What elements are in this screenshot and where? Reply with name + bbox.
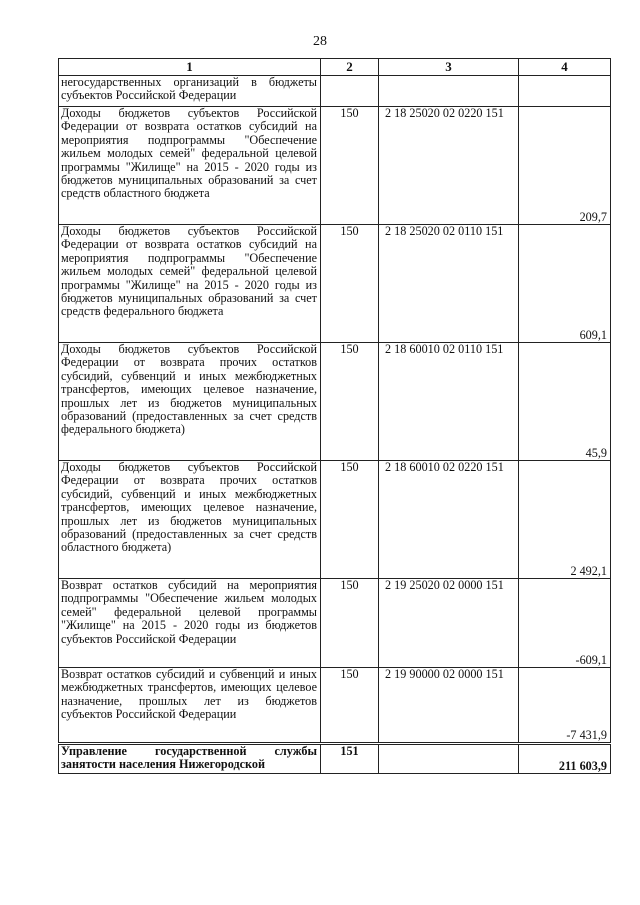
table-row [59,343,611,461]
row-code: 150 [321,343,379,461]
row-code: 151 [321,744,379,774]
table-row-department [59,744,611,774]
row-code: 150 [321,107,379,225]
row-kbk: 2 19 90000 02 0000 151 [379,668,519,744]
row-kbk: 2 18 60010 02 0110 151 [379,343,519,461]
table-row [59,76,611,107]
page-number: 28 [313,34,327,49]
row-name: Возврат остатков субсидий и субвенций и иных межбюджетных трансфертов, имеющих целевое назначение, прошлых лет из бюджетов субъектов Российской Федерации [59,668,321,744]
row-name: Доходы бюджетов субъектов Российской Федерации от возврата остатков субсидий на мероприятия подпрограммы "Обеспечение жильем молодых семей" федеральной целевой программы "Жилище" на 2015 - 2020 годы из бюджетов муниципальных образований за счет средств областного бюджета [59,107,321,225]
row-amount: 209,7 [519,107,611,225]
row-kbk: 2 18 25020 02 0110 151 [379,225,519,343]
table-row [59,225,611,343]
table-header-row [59,59,611,76]
row-amount: 211 603,9 [519,744,611,774]
row-name: Управление государственной службы занятости населения Нижегородской [59,744,321,774]
header-col-3: 3 [379,59,519,76]
row-amount: -7 431,9 [519,668,611,744]
header-col-1: 1 [59,59,321,76]
table-row [59,668,611,744]
row-name: негосударственных организаций в бюджеты субъектов Российской Федерации [59,76,321,107]
header-col-2: 2 [321,59,379,76]
table-row [59,579,611,668]
table-row [59,107,611,225]
row-name: Доходы бюджетов субъектов Российской Федерации от возврата прочих остатков субсидий, субвенций и иных межбюджетных трансфертов, имеющих целевое назначение, прошлых лет из бюджетов муниципальных образований (предоставленных за счет средств областного бюджета) [59,461,321,579]
row-kbk: 2 18 60010 02 0220 151 [379,461,519,579]
budget-table [58,58,611,774]
row-kbk [379,744,519,774]
row-amount [519,76,611,107]
row-code [321,76,379,107]
row-amount: 2 492,1 [519,461,611,579]
row-amount: 45,9 [519,343,611,461]
row-kbk [379,76,519,107]
row-amount: -609,1 [519,579,611,668]
row-name: Доходы бюджетов субъектов Российской Федерации от возврата прочих остатков субсидий, субвенций и иных межбюджетных трансфертов, имеющих целевое назначение, прошлых лет из бюджетов муниципальных образований (предоставленных за счет средств федерального бюджета) [59,343,321,461]
row-amount: 609,1 [519,225,611,343]
row-code: 150 [321,225,379,343]
row-kbk: 2 18 25020 02 0220 151 [379,107,519,225]
row-kbk: 2 19 25020 02 0000 151 [379,579,519,668]
row-name: Доходы бюджетов субъектов Российской Федерации от возврата остатков субсидий на мероприятия подпрограммы "Обеспечение жильем молодых семей" федеральной целевой программы "Жилище" на 2015 - 2020 годы из бюджетов муниципальных образований за счет средств федерального бюджета [59,225,321,343]
row-code: 150 [321,668,379,744]
header-col-4: 4 [519,59,611,76]
row-name: Возврат остатков субсидий на мероприятия подпрограммы "Обеспечение жильем молодых семей" федеральной целевой программы "Жилище" на 2015 - 2020 годы из бюджетов субъектов Российской Федерации [59,579,321,668]
table-row [59,461,611,579]
row-code: 150 [321,461,379,579]
row-code: 150 [321,579,379,668]
